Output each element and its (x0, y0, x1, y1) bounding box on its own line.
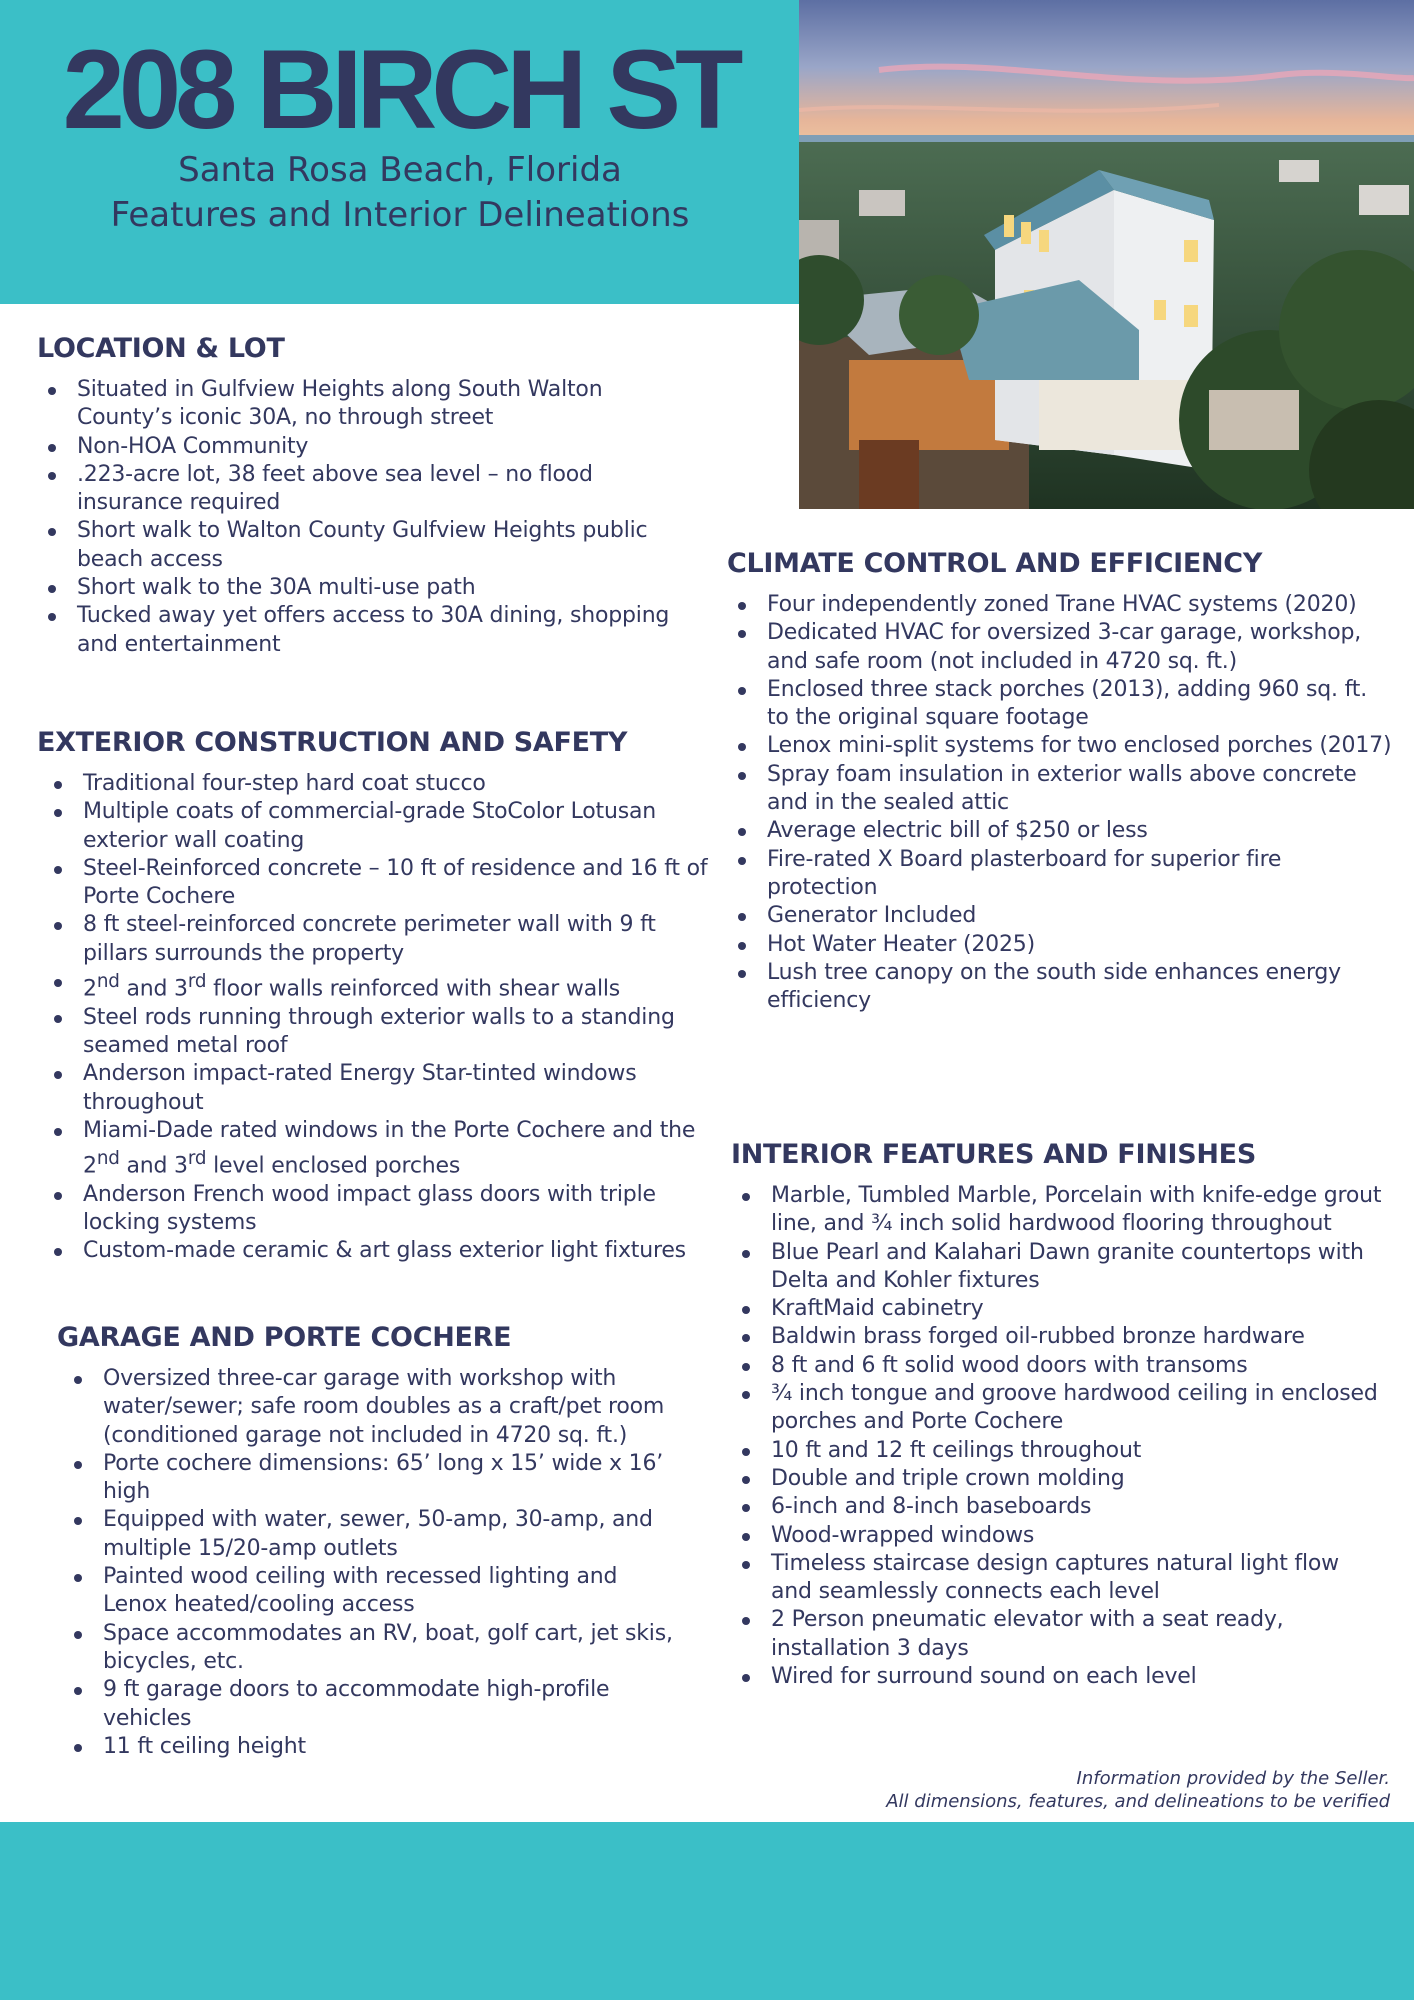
feature-list (727, 591, 1392, 1015)
list-item: Custom-made ceramic & art glass exterior light fixtures (43, 1237, 717, 1265)
list-item: 10 ft and 12 ft ceilings throughout (731, 1437, 1386, 1465)
list-item: KraftMaid cabinetry (731, 1295, 1386, 1323)
list-item: Painted wood ceiling with recessed lighting and Lenox heated/cooling access (63, 1563, 677, 1620)
list-item: Generator Included (727, 902, 1392, 930)
list-item: Space accommodates an RV, boat, golf cart, jet skis, bicycles, etc. (63, 1620, 677, 1677)
list-item-text: level enclosed porches (206, 1153, 461, 1179)
garage-porte-cochere-section (57, 1322, 677, 1761)
ordinal-suffix: nd (96, 1148, 120, 1170)
list-item-text: floor walls reinforced with shear walls (206, 976, 621, 1002)
list-item: 2 Person pneumatic elevator with a seat ready, installation 3 days (731, 1606, 1386, 1663)
interior-features-section (731, 1139, 1386, 1691)
list-item-text: 2 (83, 976, 97, 1002)
section-heading: EXTERIOR CONSTRUCTION AND SAFETY (37, 727, 628, 758)
feature-list (63, 1365, 677, 1761)
climate-control-section (727, 548, 1392, 1015)
disclaimer-note (886, 1767, 1390, 1813)
list-item: Average electric bill of $250 or less (727, 817, 1392, 845)
list-item-text: and 3 (119, 1153, 188, 1179)
list-item: Lenox mini-split systems for two enclosed porches (2017) (727, 732, 1392, 760)
page-title: 208 BIRCH ST (62, 27, 738, 152)
list-item: Porte cochere dimensions: 65’ long x 15’ wide x 16’ high (63, 1450, 677, 1507)
disclaimer-line: Information provided by the Seller. (1076, 1768, 1390, 1789)
list-item: Four independently zoned Trane HVAC systems (2020) (727, 591, 1392, 619)
feature-list (43, 770, 717, 1266)
location-lot-section (37, 333, 697, 659)
ordinal-suffix: rd (187, 1148, 207, 1170)
list-item: 9 ft garage doors to accommodate high-profile vehicles (63, 1676, 677, 1733)
section-heading: GARAGE AND PORTE COCHERE (57, 1322, 512, 1353)
list-item: ¾ inch tongue and groove hardwood ceiling in enclosed porches and Porte Cochere (731, 1380, 1386, 1437)
list-item: Lush tree canopy on the south side enhances energy efficiency (727, 959, 1392, 1016)
list-item: Double and triple crown molding (731, 1465, 1386, 1493)
list-item (43, 968, 717, 1004)
list-item: Non-HOA Community (37, 433, 697, 461)
footer-band (0, 1822, 1414, 2000)
property-photo (799, 0, 1414, 509)
exterior-construction-section (37, 727, 717, 1266)
subtitle-description: Features and Interior Delineations (110, 195, 690, 235)
list-item: Equipped with water, sewer, 50-amp, 30-amp, and multiple 15/20-amp outlets (63, 1506, 677, 1563)
disclaimer-line: All dimensions, features, and delineations to be verified (886, 1791, 1390, 1812)
list-item: Enclosed three stack porches (2013), adding 960 sq. ft. to the original square footage (727, 676, 1392, 733)
list-item: Spray foam insulation in exterior walls above concrete and in the sealed attic (727, 761, 1392, 818)
list-item: Traditional four-step hard coat stucco (43, 770, 717, 798)
list-item: Blue Pearl and Kalahari Dawn granite countertops with Delta and Kohler fixtures (731, 1239, 1386, 1296)
section-heading: LOCATION & LOT (37, 333, 285, 364)
list-item: Timeless staircase design captures natural light flow and seamlessly connects each level (731, 1550, 1386, 1607)
list-item-text: Miami-Dade rated windows in the Porte Cochere and the 2 (83, 1117, 696, 1179)
list-item: Steel-Reinforced concrete – 10 ft of residence and 16 ft of Porte Cochere (43, 855, 717, 912)
list-item: 8 ft steel-reinforced concrete perimeter wall with 9 ft pillars surrounds the property (43, 911, 717, 968)
section-heading: CLIMATE CONTROL AND EFFICIENCY (727, 548, 1263, 579)
list-item: Wired for surround sound on each level (731, 1663, 1386, 1691)
list-item: Situated in Gulfview Heights along South Walton County’s iconic 30A, no through street (37, 376, 697, 433)
list-item: 6-inch and 8-inch baseboards (731, 1493, 1386, 1521)
page-subtitle (0, 148, 800, 238)
list-item: Multiple coats of commercial-grade StoColor Lotusan exterior wall coating (43, 798, 717, 855)
subtitle-location: Santa Rosa Beach, Florida (178, 150, 622, 190)
list-item: .223-acre lot, 38 feet above sea level – no flood insurance required (37, 461, 697, 518)
list-item: Steel rods running through exterior walls to a standing seamed metal roof (43, 1004, 717, 1061)
list-item: Short walk to the 30A multi-use path (37, 574, 697, 602)
list-item: Dedicated HVAC for oversized 3-car garage, workshop, and safe room (not included in 4720 sq. ft.) (727, 619, 1392, 676)
list-item-text: and 3 (119, 976, 188, 1002)
list-item: Wood-wrapped windows (731, 1522, 1386, 1550)
list-item: Anderson impact-rated Energy Star-tinted windows throughout (43, 1060, 717, 1117)
list-item: Anderson French wood impact glass doors with triple locking systems (43, 1181, 717, 1238)
list-item: Fire-rated X Board plasterboard for superior fire protection (727, 846, 1392, 903)
feature-list (731, 1182, 1386, 1691)
list-item (43, 1117, 717, 1181)
list-item: Oversized three-car garage with workshop with water/sewer; safe room doubles as a craft/pet room (conditioned garage not included in 4720 sq. ft.) (63, 1365, 677, 1450)
list-item: Hot Water Heater (2025) (727, 931, 1392, 959)
ordinal-suffix: nd (96, 971, 120, 993)
list-item: 8 ft and 6 ft solid wood doors with transoms (731, 1352, 1386, 1380)
list-item: Short walk to Walton County Gulfview Heights public beach access (37, 517, 697, 574)
section-heading: INTERIOR FEATURES AND FINISHES (731, 1139, 1256, 1170)
list-item: Baldwin brass forged oil-rubbed bronze hardware (731, 1323, 1386, 1351)
ordinal-suffix: rd (187, 971, 207, 993)
feature-list (37, 376, 697, 659)
list-item: 11 ft ceiling height (63, 1733, 677, 1761)
list-item: Marble, Tumbled Marble, Porcelain with knife-edge grout line, and ¾ inch solid hardwood flooring throughout (731, 1182, 1386, 1239)
list-item: Tucked away yet offers access to 30A dining, shopping and entertainment (37, 602, 697, 659)
